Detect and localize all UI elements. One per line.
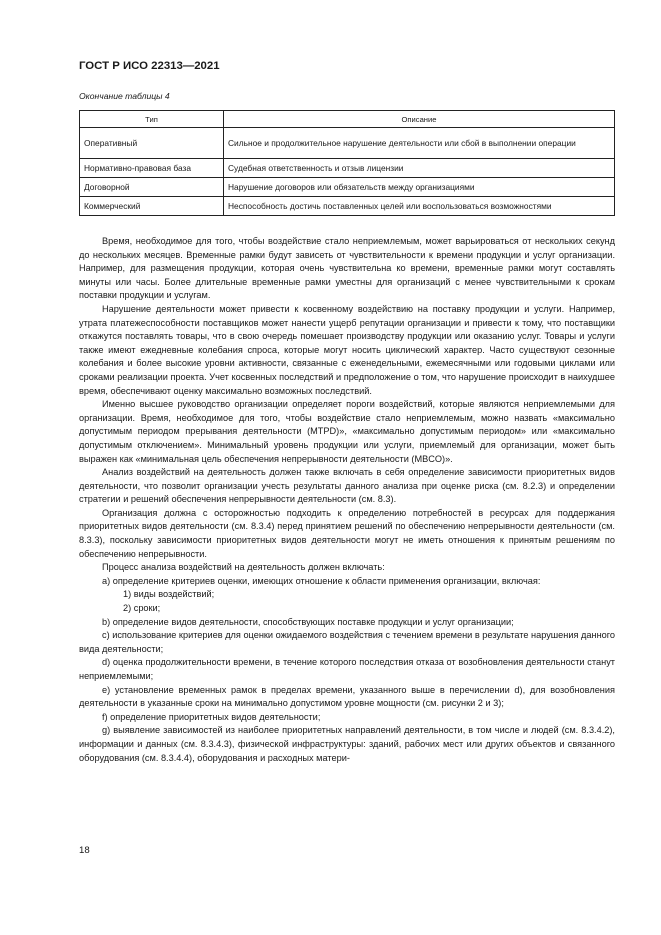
table-cell-description: Судебная ответственность и отзыв лицензии (224, 159, 615, 178)
column-header-description: Описание (224, 111, 615, 128)
body-text (79, 235, 615, 765)
standard-designation: ГОСТ Р ИСО 22313—2021 (79, 60, 220, 72)
table-caption: Окончание таблицы 4 (79, 91, 170, 101)
list-item-g: g) выявление зависимостей из наиболее приоритетных направлений деятельности, в том числе и людей (см. 8.3.4.2), информации и данных (см. 8.3.4.3), физической инфраструктуры: зданий, рабочих мест или других объектов и связанного оборудования (см. 8.3.4.4), оборудования и расходных матери- (79, 725, 615, 763)
table-cell-description: Сильное и продолжительное нарушение деятельности или сбой в выполнении операции (224, 128, 615, 159)
list-item-b: b) определение видов деятельности, способствующих поставке продукции и услуг организации; (102, 616, 514, 627)
table-cell-description: Нарушение договоров или обязательств между организациями (224, 178, 615, 197)
paragraph-indirect-impact: Нарушение деятельности может привести к косвенному воздействию на поставку продукции и услуги. Например, утрата платежеспособности поставщиков может нанести ущерб репутации организации и привести к тому, что поставщики откажутся поставлять товары, что в свою очередь помешает производству продукции или оказанию услуг. Товары и услуги также имеют ежедневные колебания спроса, которые могут носить циклический характер. Часто существуют сезонные колебания и более высокие уровни активности, связанные с еженедельными, ежемесячными или годовыми циклами или сроками реализации проекта. Учет косвенных последствий и предположение о том, что нарушение происходит в наихудшее время, обеспечивают оценку максимально возможных последствий. (79, 303, 615, 396)
list-subitem-2: 2) сроки; (123, 603, 161, 614)
table-row (80, 159, 615, 178)
paragraph-process-intro: Процесс анализа воздействий на деятельность должен включать: (102, 562, 385, 573)
list-item-e: e) установление временных рамок в пределах времени, указанного выше в перечислении d), для возобновления деятельности в указанные сроки на минимально допустимом уровне мощности (см. рисунки 2 и 3); (79, 684, 615, 709)
table-row (80, 128, 615, 159)
paragraph-thresholds: Именно высшее руководство организации определяет пороги воздействий, которые являются неприемлемыми для организации. Время, необходимое для того, чтобы воздействие стало неприемлемым, можно назвать «максимально допустимым периодом прерывания деятельности (MTPD)», «максимально допустимым периодом» или «максимально допустимым отключением». Минимальный уровень продукции или услуги, приемлемый для организации, может быть выражен как «минимальная цель обеспечения непрерывности деятельности (MBCO)». (79, 399, 615, 464)
page-number: 18 (79, 845, 90, 856)
table-header-row (80, 111, 615, 128)
table-4 (79, 110, 615, 216)
list-item-d: d) оценка продолжительности времени, в течение которого последствия отказа от возобновления деятельности станут неприемлемыми; (79, 657, 615, 681)
table-row (80, 197, 615, 216)
table-cell-type: Оперативный (80, 128, 224, 159)
paragraph-resources: Организация должна с осторожностью подходить к определению потребностей в ресурсах для поддержания приоритетных видов деятельности (см. 8.3.4) перед принятием решений по обеспечению непрерывности деятельности (см. 8.3.3), поскольку зависимости приоритетных видов деятельности могут не иметь отношения к принятым решениям по обеспечению непрерывности. (79, 507, 615, 559)
list-subitem-1: 1) виды воздействий; (123, 589, 215, 600)
table-cell-description: Неспособность достичь поставленных целей или воспользоваться возможностями (224, 197, 615, 216)
table-cell-type: Коммерческий (80, 197, 224, 216)
list-item-a: а) определение критериев оценки, имеющих отношение к области применения организации, включая: (102, 575, 541, 586)
paragraph-dependencies: Анализ воздействий на деятельность должен также включать в себя определение зависимости приоритетных видов деятельности, что позволит организации учесть результаты данного анализа при оценке риска (см. 8.2.3) и определении стратегии и решений обеспечения непрерывности деятельности (см. 8.3). (79, 467, 615, 505)
table-cell-type: Договорной (80, 178, 224, 197)
table-cell-type: Нормативно-правовая база (80, 159, 224, 178)
table-row (80, 178, 615, 197)
list-item-c: c) использование критериев для оценки ожидаемого воздействия с течением времени в результате нарушения данного вида деятельности; (79, 630, 616, 654)
paragraph-timeframes: Время, необходимое для того, чтобы воздействие стало неприемлемым, может варьироваться от нескольких секунд до нескольких месяцев. Временные рамки будут зависеть от чувствительности к времени продукции и услуг организации. Например, для размещения продукции, которая очень чувствительна ко времени, временные рамки могут составлять минуты или часы. Более длительные временные рамки уместны для организаций с менее чувствительными к срокам поставки продукции и услугам. (79, 236, 615, 301)
column-header-type: Тип (80, 111, 224, 128)
list-item-f: f) определение приоритетных видов деятельности; (102, 711, 321, 722)
